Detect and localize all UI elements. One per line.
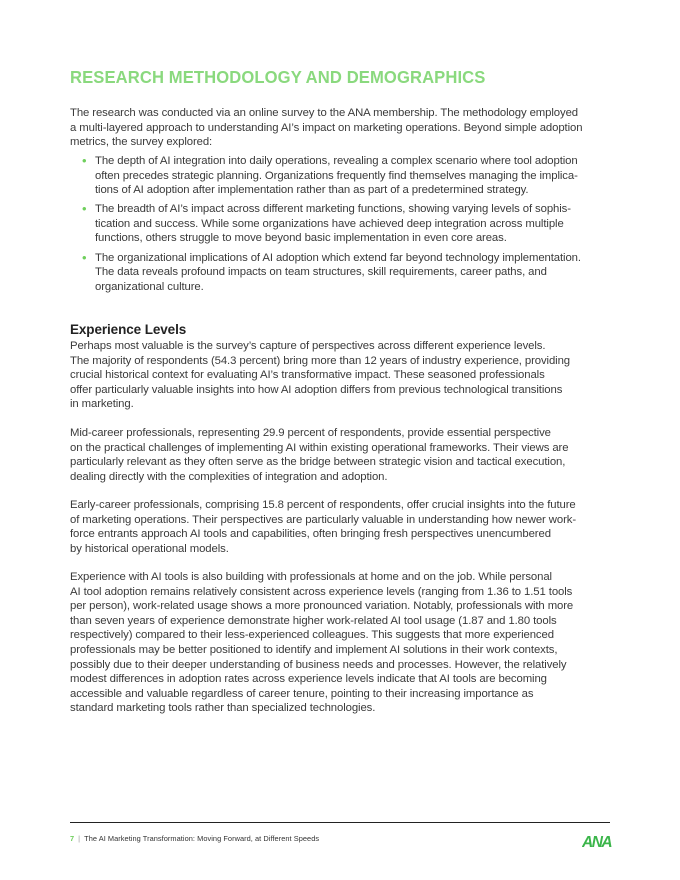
footer-title: The AI Marketing Transformation: Moving Forward, at Different Speeds <box>84 834 320 843</box>
bullet-icon: • <box>82 153 87 168</box>
body-paragraph: Perhaps most valuable is the survey’s capture of perspectives across different experience levels. The majority of respondents (54.3 percent) bring more than 12 years of industry experience, providing crucial historical context for evaluating AI’s transformative impact. These seasoned professionals offer particularly valuable insights into how AI adoption differs from previous technological transitions in marketing. <box>70 340 571 411</box>
bullet-icon: • <box>82 201 87 217</box>
body-paragraph: Experience with AI tools is also building with professionals at home and on the job. While personal AI tool adoption remains relatively consistent across experience levels (ranging from 1.36 to 1.51 tools per person), work-related usage shows a more pronounced variation. Notably, professionals with more than seven years of experience demonstrate higher work-related AI tool usage (1.87 and 1.80 tools respectively) compared to their less-experienced colleagues. This suggests that more experienced professionals may be better positioned to identify and implement AI solutions in their work contexts, possibly due to their deeper understanding of business needs and processes. However, the relatively modest differences in adoption rates across experience levels indicate that AI tools are becoming accessible and valuable regardless of career tenure, pointing to their increasing importance as standard marketing tools rather than specialized technologies. <box>70 571 574 715</box>
page-heading: RESEARCH METHODOLOGY AND DEMOGRAPHICS <box>70 67 486 87</box>
ana-logo-icon <box>582 832 612 850</box>
list-item <box>82 154 622 198</box>
bullet-text: The breadth of AI’s impact across different marketing functions, showing varying levels of sophis- tication and success. While some organizations have achieved deep integration across multiple functions, others struggle to move beyond basic implementation in even core areas. <box>95 203 571 245</box>
bullet-text: The organizational implications of AI adoption which extend far beyond technology implementation. The data reveals profound impacts on team structures, skill requirements, career paths, and organizational culture. <box>95 251 581 293</box>
svg-text:ANA: ANA <box>582 834 612 850</box>
bullet-text: The depth of AI integration into daily operations, revealing a complex scenario where tool adoption often precedes strategic planning. Organizations frequently find themselves managing the implica- tions of AI adoption after implementation rather than as part of a predetermined strategy. <box>95 155 578 197</box>
page-footer <box>70 834 319 843</box>
list-item <box>82 251 622 295</box>
footer-divider <box>70 822 610 823</box>
body-paragraph: Early-career professionals, comprising 15.8 percent of respondents, offer crucial insights into the future of marketing operations. Their perspectives are particularly valuable in understanding how newer work- force entrants approach AI tools and capabilities, often bringing fresh perspectives unencumbered by historical operational models. <box>70 499 576 555</box>
intro-paragraph: The research was conducted via an online survey to the ANA membership. The methodology employed a multi-layered approach to understanding AI’s impact on marketing operations. Beyond simple adoption metrics, the survey explored: <box>70 107 583 149</box>
section-subheading: Experience Levels <box>70 322 187 337</box>
footer-separator: | <box>78 834 81 843</box>
list-item <box>82 202 622 246</box>
page-number: 7 <box>70 834 75 843</box>
bullet-icon: • <box>82 249 87 265</box>
body-paragraph: Mid-career professionals, representing 29.9 percent of respondents, provide essential perspective on the practical challenges of implementing AI within existing operational frameworks. Their views are particularly relevant as they often serve as the bridge between strategic vision and tactical execution, dealing directly with the complexities of integration and adoption. <box>70 427 569 483</box>
bullet-list <box>82 154 622 299</box>
